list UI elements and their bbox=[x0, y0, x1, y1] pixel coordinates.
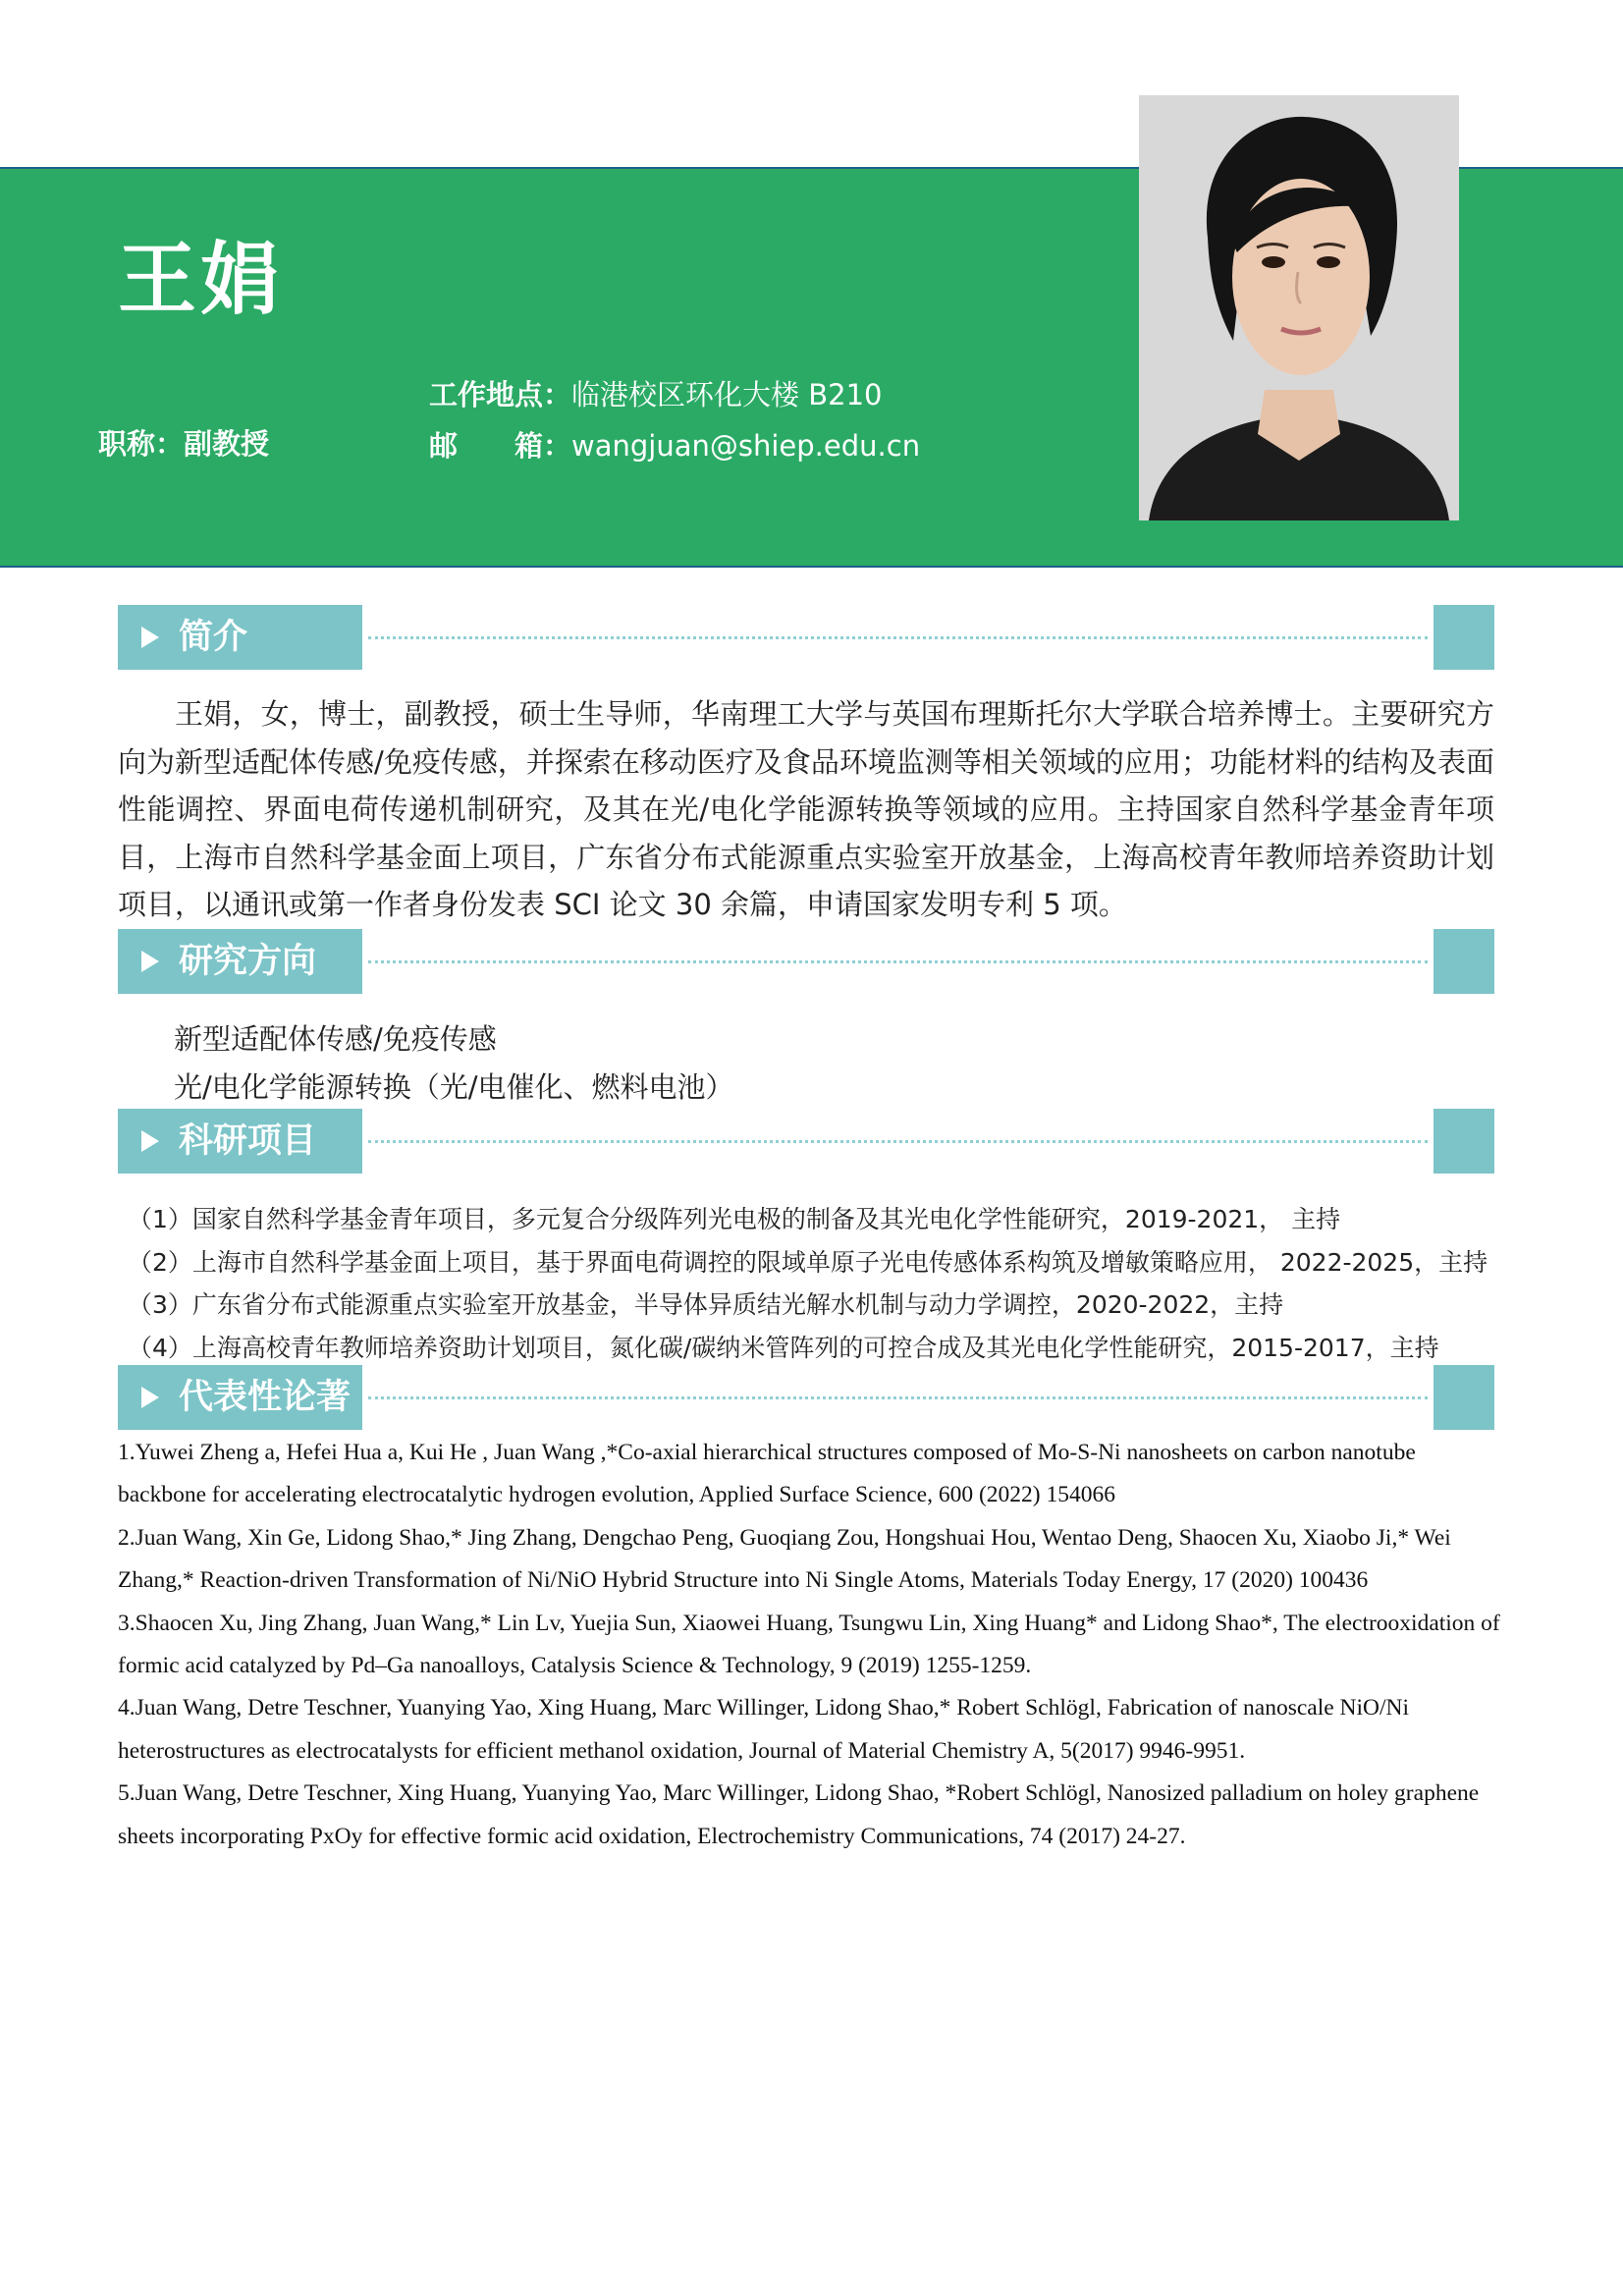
project-item: （3）广东省分布式能源重点实验室开放基金，半导体异质结光解水机制与动力学调控，2020-2022，主持 bbox=[128, 1290, 1284, 1320]
section-tab-papers bbox=[118, 1365, 362, 1430]
project-list bbox=[128, 1198, 1502, 1369]
research-item: 新型适配体传感/免疫传感 bbox=[174, 1022, 497, 1056]
publication-item: 4.Juan Wang, Detre Teschner, Yuanying Yao, Xing Huang, Marc Willinger, Lidong Shao,* Robert Schlögl, Fabrication of nanoscale NiO/Ni heterostructures as electrocatalysts for efficient methanol oxidation, Journal of Material Chemistry A, 5(2017) 9946-9951. bbox=[118, 1695, 1410, 1764]
project-item: （2）上海市自然科学基金面上项目，基于界面电荷调控的限域单原子光电传感体系构筑及增敏策略应用， 2022-2025，主持 bbox=[128, 1247, 1488, 1277]
section-tab-projects bbox=[118, 1109, 362, 1174]
project-item: （4）上海高校青年教师培养资助计划项目，氮化碳/碳纳米管阵列的可控合成及其光电化学性能研究，2015-2017，主持 bbox=[128, 1333, 1439, 1362]
section-title-papers: 代表性论著 bbox=[179, 1378, 352, 1417]
person-name: 王娟 bbox=[118, 234, 283, 325]
section-title-research: 研究方向 bbox=[179, 942, 317, 981]
email-label: 邮 箱： bbox=[429, 429, 572, 463]
publication-item: 5.Juan Wang, Detre Teschner, Xing Huang, Yuanying Yao, Marc Willinger, Lidong Shao, *Robert Schlögl, Nanosized palladium on holey graphene sheets incorporating PxOy for effective formic acid oxidation, Electrochemistry Communications, 74 (2017) 24-27. bbox=[118, 1780, 1480, 1849]
section-header-papers bbox=[118, 1365, 1494, 1430]
publication-item: 2.Juan Wang, Xin Ge, Lidong Shao,* Jing Zhang, Dengchao Peng, Guoqiang Zou, Hongshuai Hou, Wentao Deng, Shaocen Xu, Xiaobo Ji,* Wei Zhang,* Reaction-driven Transformation of Ni/NiO Hybrid Structure into Ni Single Atoms, Materials Today Energy, 17 (2020) 100436 bbox=[118, 1524, 1451, 1594]
job-title-label: 职称： bbox=[98, 427, 185, 461]
work-location-value: 临港校区环化大楼 B210 bbox=[571, 378, 883, 411]
email-value[interactable]: wangjuan@shiep.edu.cn bbox=[571, 429, 921, 463]
job-title bbox=[98, 422, 269, 463]
work-location bbox=[429, 373, 882, 413]
dotted-divider bbox=[368, 960, 1428, 963]
section-end-block bbox=[1434, 1109, 1494, 1174]
section-title-intro: 简介 bbox=[179, 618, 248, 657]
dotted-divider bbox=[368, 636, 1428, 639]
section-header-projects bbox=[118, 1109, 1494, 1174]
profile-photo bbox=[1139, 95, 1459, 520]
project-item: （1）国家自然科学基金青年项目，多元复合分级阵列光电极的制备及其光电化学性能研究，2019-2021， 主持 bbox=[128, 1205, 1341, 1233]
section-header-intro bbox=[118, 605, 1494, 670]
dotted-divider bbox=[368, 1396, 1428, 1399]
publication-item: 3.Shaocen Xu, Jing Zhang, Juan Wang,* Lin Lv, Yuejia Sun, Xiaowei Huang, Tsungwu Lin, Xing Huang* and Lidong Shao*, The electrooxidation of formic acid catalyzed by Pd–Ga nanoalloys, Catalysis Science & Technology, 9 (2019) 1255-1259. bbox=[118, 1610, 1500, 1679]
work-location-label: 工作地点： bbox=[429, 378, 572, 411]
triangle-icon bbox=[141, 627, 159, 648]
section-end-block bbox=[1434, 929, 1494, 994]
publication-list bbox=[118, 1432, 1502, 1858]
section-tab-research bbox=[118, 929, 362, 994]
section-end-block bbox=[1434, 1365, 1494, 1430]
section-tab-intro bbox=[118, 605, 362, 670]
section-title-projects: 科研项目 bbox=[179, 1121, 317, 1161]
dotted-divider bbox=[368, 1140, 1428, 1143]
publication-item: 1.Yuwei Zheng a, Hefei Hua a, Kui He , Juan Wang ,*Co-axial hierarchical structures composed of Mo-S-Ni nanosheets on carbon nanotube backbone for accelerating electrocatalytic hydrogen evolution, Applied Surface Science, 600 (2022) 154066 bbox=[118, 1440, 1416, 1508]
section-end-block bbox=[1434, 605, 1494, 670]
email bbox=[429, 424, 920, 465]
triangle-icon bbox=[141, 1130, 159, 1152]
job-title-value: 副教授 bbox=[184, 427, 270, 461]
research-item: 光/电化学能源转换（光/电催化、燃料电池） bbox=[174, 1070, 734, 1104]
triangle-icon bbox=[141, 1387, 159, 1408]
triangle-icon bbox=[141, 951, 159, 972]
section-header-research bbox=[118, 929, 1494, 994]
intro-paragraph: 王娟，女，博士，副教授，硕士生导师，华南理工大学与英国布理斯托尔大学联合培养博士。主要研究方向为新型适配体传感/免疫传感，并探索在移动医疗及食品环境监测等相关领域的应用；功能材料的结构及表面性能调控、界面电荷传递机制研究，及其在光/电化学能源转换等领域的应用。主持国家自然科学基金青年项目，上海市自然科学基金面上项目，广东省分布式能源重点实验室开放基金，上海高校青年教师培养资助计划项目，以通讯或第一作者身份发表 SCI 论文 30 余篇，申请国家发明专利 5 项。 bbox=[118, 697, 1494, 921]
